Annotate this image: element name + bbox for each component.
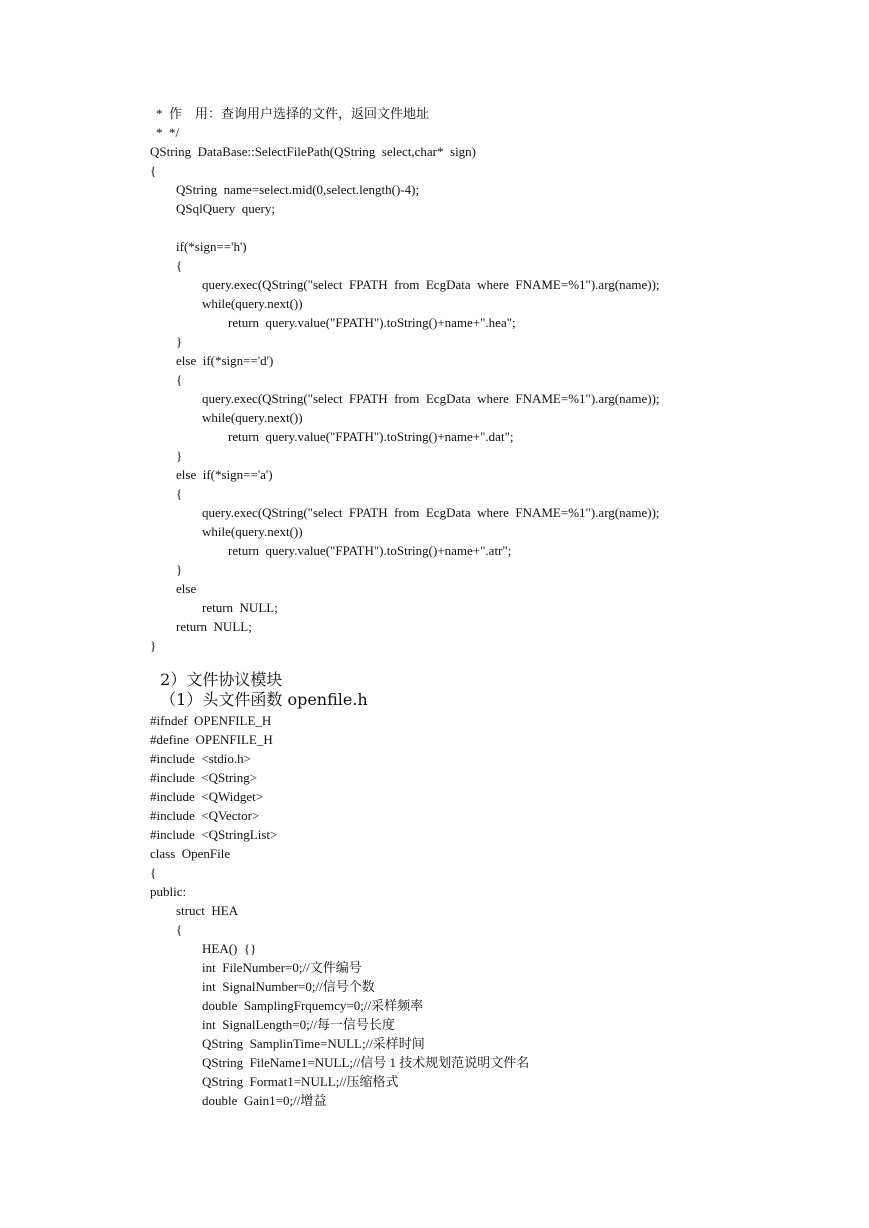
code-line: double Gain1=0;//增益	[202, 1093, 327, 1108]
code-line: }	[176, 562, 183, 577]
code-line: public:	[150, 884, 187, 899]
code-line: QString FileName1=NULL;//信号 1 技术规划范说明文件名	[202, 1055, 530, 1070]
code-line: {	[176, 486, 183, 501]
code-block-select-file-path	[150, 104, 830, 655]
code-line: QString DataBase::SelectFilePath(QString select,char* sign)	[150, 144, 477, 159]
code-line: #include <QVector>	[150, 808, 260, 823]
code-line: #define OPENFILE_H	[150, 732, 273, 747]
code-line: #include <QStringList>	[150, 827, 278, 842]
code-line: else	[176, 581, 197, 596]
code-line: double SamplingFrquemcy=0;//采样频率	[202, 998, 424, 1013]
code-line: QString name=select.mid(0,select.length()-4);	[176, 182, 420, 197]
code-line: return NULL;	[202, 600, 278, 615]
code-line: }	[150, 638, 157, 653]
code-line: QString SamplinTime=NULL;//采样时间	[202, 1036, 425, 1051]
code-line: query.exec(QString("select FPATH from EcgData where FNAME=%1").arg(name));	[202, 505, 660, 520]
code-line: * 作 用：查询用户选择的文件，返回文件地址	[156, 106, 430, 121]
code-line: class OpenFile	[150, 846, 231, 861]
code-line: return query.value("FPATH").toString()+name+".dat";	[228, 429, 514, 444]
subsection-heading: （1）头文件函数 openfile.h	[150, 690, 368, 709]
code-line: query.exec(QString("select FPATH from EcgData where FNAME=%1").arg(name));	[202, 391, 660, 406]
code-line	[150, 218, 830, 237]
code-line: return query.value("FPATH").toString()+name+".hea";	[228, 315, 516, 330]
code-line: if(*sign=='h')	[176, 239, 247, 254]
code-line: {	[176, 372, 183, 387]
code-line: {	[176, 922, 183, 937]
code-line: QString Format1=NULL;//压缩格式	[202, 1074, 399, 1089]
code-line: #include <QWidget>	[150, 789, 264, 804]
code-line: return NULL;	[176, 619, 252, 634]
code-line: query.exec(QString("select FPATH from EcgData where FNAME=%1").arg(name));	[202, 277, 660, 292]
code-line: int FileNumber=0;//文件编号	[202, 960, 362, 975]
code-line: QSqlQuery query;	[176, 201, 275, 216]
code-line: {	[176, 258, 183, 273]
code-line: #ifndef OPENFILE_H	[150, 713, 272, 728]
code-line: HEA() {}	[202, 941, 257, 956]
code-line: int SignalNumber=0;//信号个数	[202, 979, 375, 994]
section-heading: 2）文件协议模块	[150, 670, 283, 689]
code-line: return query.value("FPATH").toString()+name+".atr";	[228, 543, 512, 558]
code-line: struct HEA	[176, 903, 239, 918]
code-line: }	[176, 448, 183, 463]
code-line: while(query.next())	[202, 524, 303, 539]
code-line: {	[150, 163, 157, 178]
code-line: {	[150, 865, 157, 880]
code-line: int SignalLength=0;//每一信号长度	[202, 1017, 395, 1032]
code-line: else if(*sign=='d')	[176, 353, 274, 368]
code-line: while(query.next())	[202, 410, 303, 425]
code-line: #include <stdio.h>	[150, 751, 251, 766]
code-line: else if(*sign=='a')	[176, 467, 273, 482]
code-line: }	[176, 334, 183, 349]
code-line: * */	[156, 125, 180, 140]
code-line: #include <QString>	[150, 770, 258, 785]
code-block-openfile-header	[150, 711, 830, 1110]
code-line: while(query.next())	[202, 296, 303, 311]
